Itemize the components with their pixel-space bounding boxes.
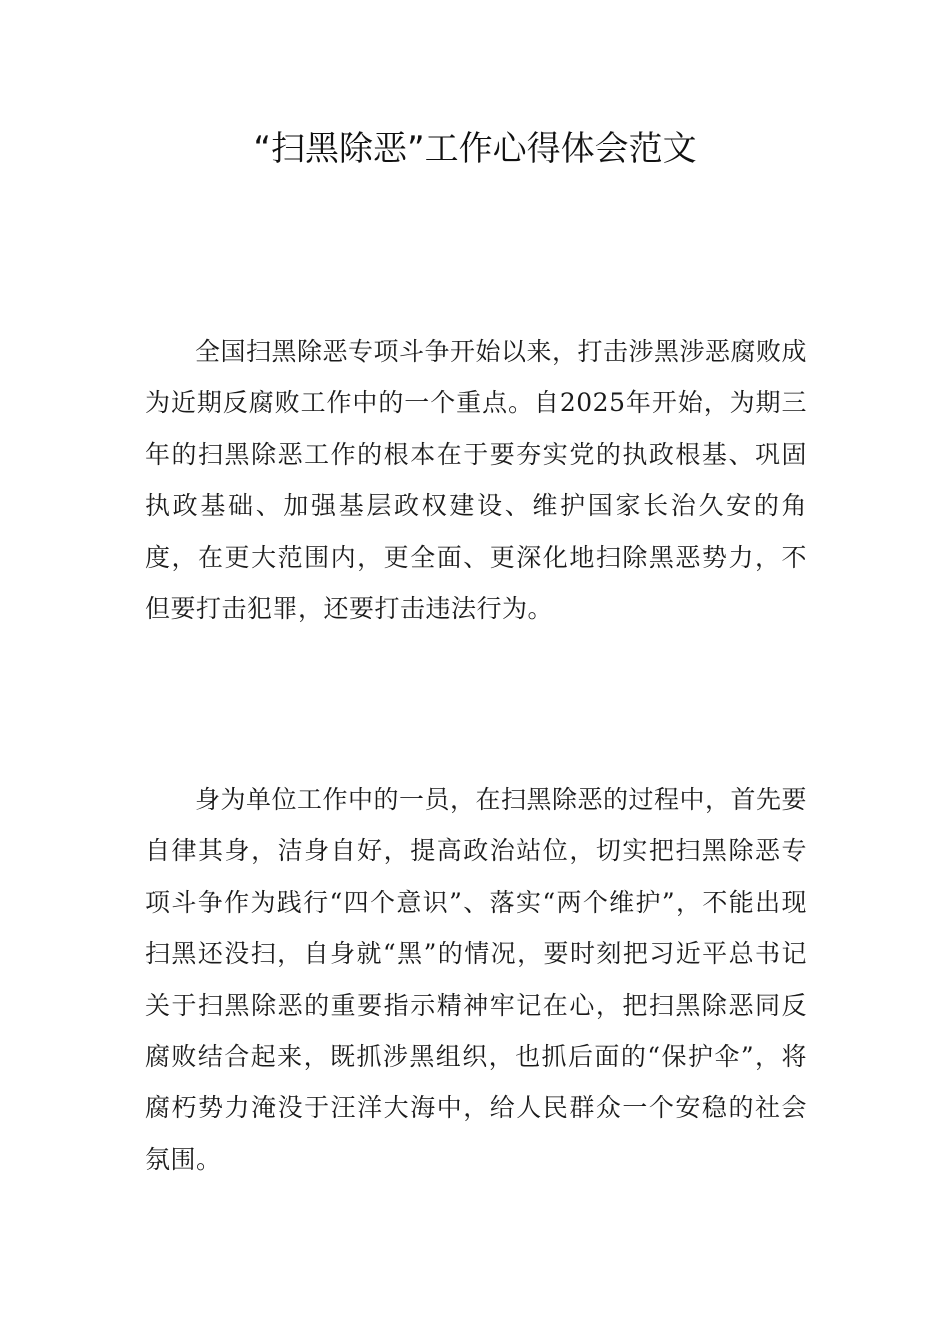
paragraph-intro: 全国扫黑除恶专项斗争开始以来，打击涉黑涉恶腐败成为近期反腐败工作中的一个重点。自2025年开始，为期三年的扫黑除恶工作的根本在于要夯实党的执政根基、巩固执政基础、加强基层政权建设、维护国家长治久安的角度，在更大范围内，更全面、更深化地扫除黑恶势力，不但要打击犯罪，还要打击违法行为。: [145, 337, 808, 624]
paragraph-personal-reflection: 身为单位工作中的一员，在扫黑除恶的过程中，首先要自律其身，洁身自好，提高政治站位，切实把扫黑除恶专项斗争作为践行“四个意识”、落实“两个维护”，不能出现扫黑还没扫，自身就“黑”的情况，要时刻把习近平总书记关于扫黑除恶的重要指示精神牢记在心，把扫黑除恶同反腐败结合起来，既抓涉黑组织，也抓后面的“保护伞”，将腐朽势力淹没于汪洋大海中，给人民群众一个安稳的社会氛围。: [145, 785, 808, 1174]
document-title: “扫黑除恶”工作心得体会范文: [253, 129, 697, 169]
